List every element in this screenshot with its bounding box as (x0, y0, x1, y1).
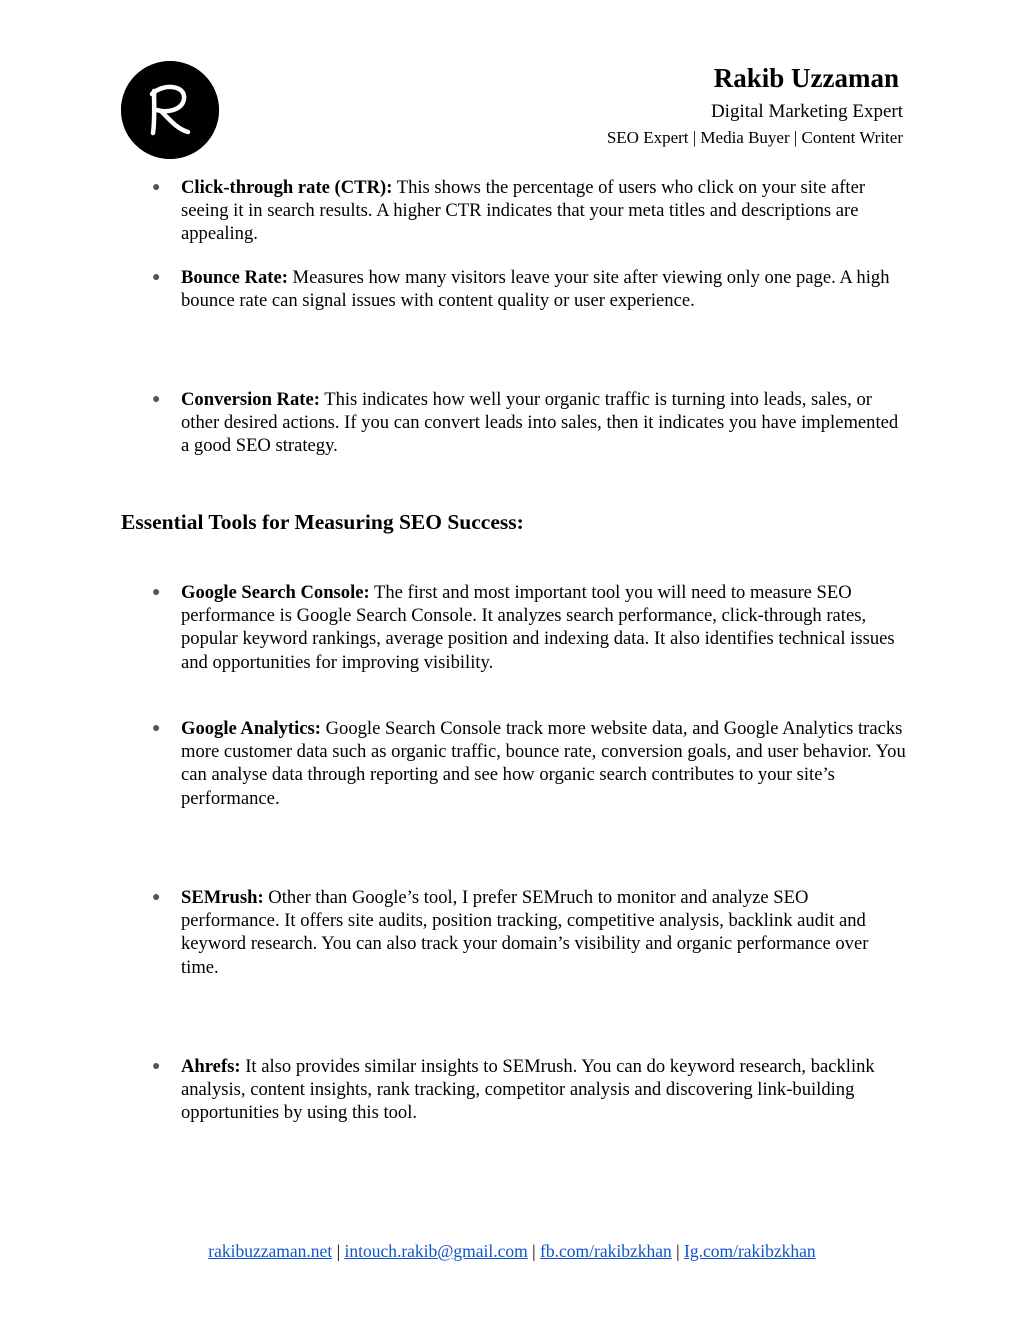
bullet-icon: ● (152, 270, 161, 285)
list-item (181, 581, 906, 674)
list-item-text: This shows the percentage of users who click on your site after seeing it in search results. A higher CTR indicates that your meta titles and descriptions are appealing. (181, 177, 866, 245)
list-item (181, 717, 906, 810)
list-item-text: Other than Google’s tool, I prefer SEMruch to monitor and analyze SEO performance. It offers site audits, position tracking, competitive analysis, backlink audit and keyword research. You can also track your domain’s visibility and organic performance over time. (181, 887, 869, 978)
list-item-term: Bounce Rate: (181, 267, 288, 288)
bullet-icon: ● (152, 392, 161, 407)
section-heading: Essential Tools for Measuring SEO Success: (121, 510, 524, 534)
list-item (181, 266, 906, 312)
author-name: Rakib Uzzaman (713, 63, 899, 93)
author-title: Digital Marketing Expert (710, 101, 903, 122)
footer-separator: | (671, 1241, 684, 1261)
list-item-term: Click-through rate (CTR): (181, 177, 393, 198)
list-item (181, 886, 906, 979)
website-link[interactable]: rakibuzzaman.net (208, 1241, 333, 1261)
list-item (181, 1055, 906, 1125)
bullet-icon: ● (152, 1059, 161, 1074)
list-item-text: This indicates how well your organic traffic is turning into leads, sales, or other desired actions. If you can convert leads into sales, then it indicates you have implemented a good SEO strategy. (181, 389, 899, 457)
list-item-term: Ahrefs: (181, 1056, 241, 1077)
footer-separator: | (332, 1241, 345, 1261)
list-item-term: Conversion Rate: (181, 389, 320, 410)
bullet-icon: ● (152, 721, 161, 736)
bullet-icon: ● (152, 890, 161, 905)
list-item-text: Google Search Console track more website data, and Google Analytics tracks more customer data such as organic traffic, bounce rate, conversion goals, and user behavior. You can analyse data through reporting and see how organic search contributes to your site’s performance. (181, 718, 906, 809)
list-item (181, 176, 906, 246)
footer (0, 1239, 1024, 1263)
list-item-text: It also provides similar insights to SEMrush. You can do keyword research, backlink analysis, content insights, rank tracking, competitor analysis and discovering link-building opportunities by using this tool. (181, 1056, 875, 1124)
list-item-term: Google Analytics: (181, 718, 321, 739)
bullet-icon: ● (152, 180, 161, 195)
list-item-text: The first and most important tool you will need to measure SEO performance is Google Search Console. It analyzes search performance, click-through rates, popular keyword rankings, average position and indexing data. It also identifies technical issues and opportunities for improving visibility. (181, 582, 895, 673)
instagram-link[interactable]: Ig.com/rakibzkhan (684, 1241, 816, 1261)
facebook-link[interactable]: fb.com/rakibzkhan (540, 1241, 672, 1261)
footer-separator: | (527, 1241, 541, 1261)
list-item-term: Google Search Console: (181, 582, 370, 603)
list-item (181, 388, 906, 458)
email-link[interactable]: intouch.rakib@gmail.com (344, 1241, 528, 1261)
author-roles: SEO Expert | Media Buyer | Content Writer (606, 128, 903, 147)
list-item-text: Measures how many visitors leave your site after viewing only one page. A high bounce rate can signal issues with content quality or user experience. (181, 267, 890, 312)
logo (121, 61, 219, 159)
list-item-term: SEMrush: (181, 887, 264, 908)
bullet-icon: ● (152, 585, 161, 600)
logo-letter-r-icon (121, 61, 219, 159)
